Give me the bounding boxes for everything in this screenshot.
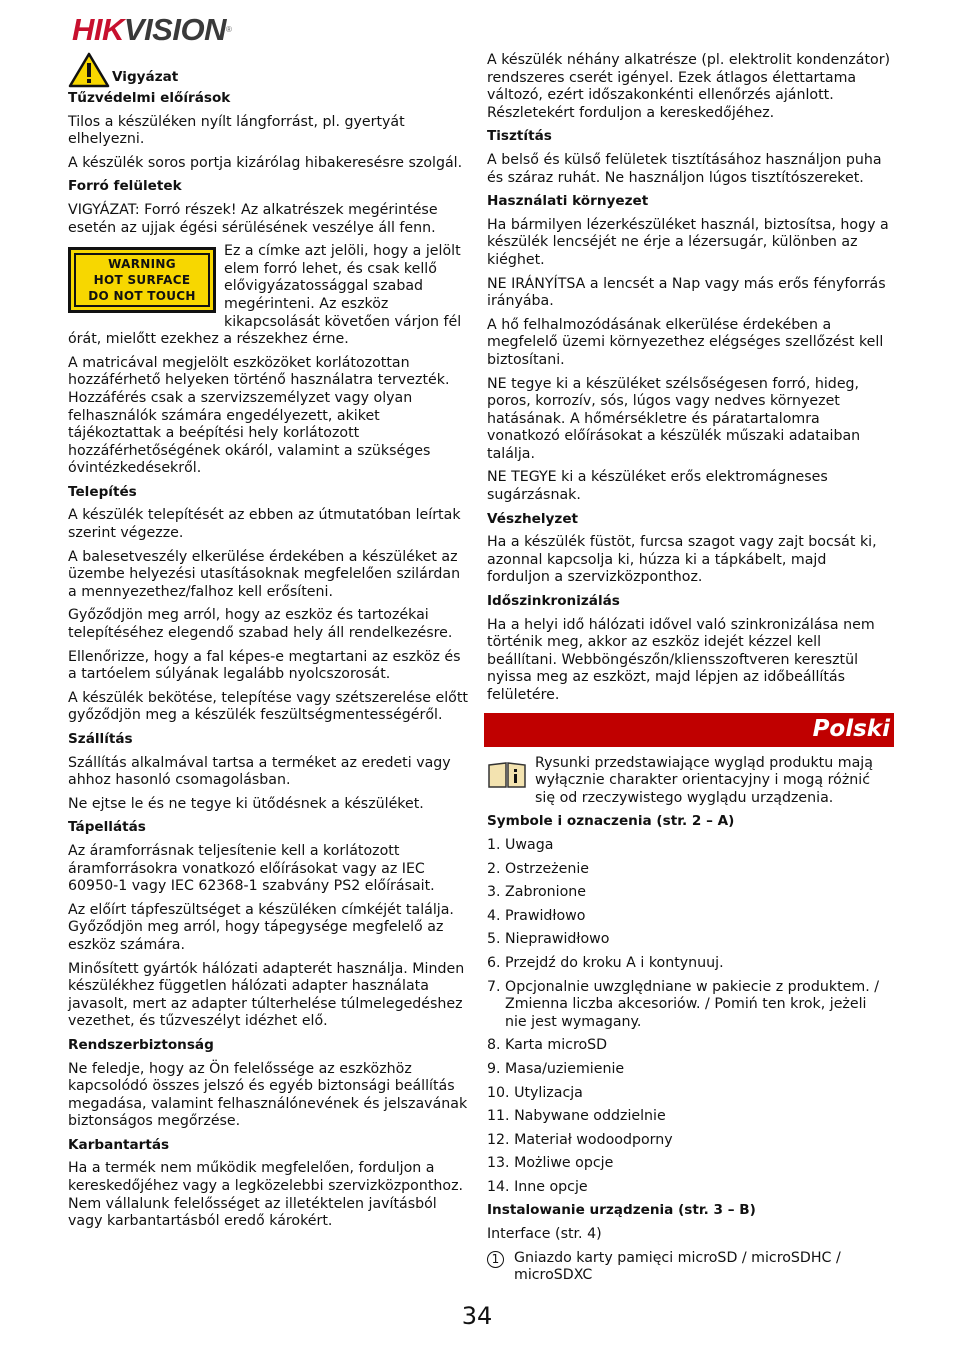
paragraph: Ez a címke azt jelöli, hogy a jelölt elem forró lehet, és csak kellő elővigyázatossággal szabad megérinteni. Az eszköz kikapcsolását követően várjon fél órát, mielőtt ezekhez a részekhez érne. xyxy=(68,243,462,348)
right-column xyxy=(487,52,891,1285)
interface-item-text: Gniazdo karty pamięci microSD / microSDHC / microSDXC xyxy=(514,1249,841,1284)
paragraph: A készülék bekötése, telepítése vagy szétszerelése előtt győződjön meg a készülék feszültségmentességéről. xyxy=(68,689,468,724)
power-heading: Tápellátás xyxy=(68,819,146,836)
paragraph: NE TEGYE ki a készüléket erős elektromágneses sugárzásnak. xyxy=(487,469,828,504)
label-line: HOT SURFACE xyxy=(93,273,191,288)
install-heading: Telepítés xyxy=(68,483,137,500)
paragraph: Ha a helyi idő hálózati idővel való szinkronizálása nem történik meg, akkor az eszköz idejét kézzel kell beállítani. Webböngészőn/kliensszoftveren keresztül nyissa meg az eszközt, majd lépjen az időbeállítás felületére. xyxy=(487,616,875,703)
paragraph: Ne feledje, hogy az Ön felelőssége az eszközhöz kapcsolódó összes jelszó és egyéb biztonsági beállítás megadása, valamint felhasználónevének és jelszavának biztonságos megőrzése. xyxy=(68,1060,468,1130)
caution-title: Vigyázat xyxy=(112,69,179,86)
list-item: 7. Opcjonalnie uwzględniane w pakiecie z produktem. / Zmienna liczba akcesoriów. / Pomiń ten krok, jeżeli nie jest wymagany. xyxy=(487,978,879,1030)
label-line: DO NOT TOUCH xyxy=(88,289,196,304)
paragraph: Ellenőrizze, hogy a fal képes-e megtartani az eszköz és a tartóelem súlyának legalább nyolcszorosát. xyxy=(68,648,461,683)
paragraph: A balesetveszély elkerülése érdekében a készüléket az üzembe helyezési utasításoknak megfelelően szilárdan a mennyezethez/falhoz kell erősíteni. xyxy=(68,548,461,600)
list-item: 4. Prawidłowo xyxy=(487,907,586,924)
paragraph: A készülék néhány alkatrésze (pl. elektrolit kondenzátor) rendszeres cserét igényel. Ezek átlagos élettartama változó, ezért időszakonkénti ellenőrzés ajánlott. Részletekért forduljon a kereskedőjéhez. xyxy=(487,52,891,121)
note-block xyxy=(487,755,891,808)
circled-number: 1 xyxy=(487,1251,504,1268)
paragraph: Az előírt tápfeszültséget a készüléken címkéjét találja. Győződjön meg arról, hogy tápegysége megfelelő az eszköz számára. xyxy=(68,901,454,953)
list-item: 5. Nieprawidłowo xyxy=(487,931,610,948)
label-line: WARNING xyxy=(108,257,176,272)
paragraph: Interface (str. 4) xyxy=(487,1226,602,1243)
list-item: 10. Utylizacja xyxy=(487,1084,583,1101)
emergency-heading: Vészhelyzet xyxy=(487,510,579,527)
maintenance-heading: Karbantartás xyxy=(68,1136,170,1153)
list-item: 14. Inne opcje xyxy=(487,1178,588,1195)
list-item: 6. Przejdź do kroku A i kontynuuj. xyxy=(487,954,724,971)
info-book-icon xyxy=(487,761,527,789)
paragraph: Győződjön meg arról, hogy az eszköz és tartozékai telepítéséhez elegendő szabad hely áll rendelkezésre. xyxy=(68,607,453,642)
paragraph: NE tegye ki a készüléket szélsőségesen forró, hideg, poros, korrozív, sós, lúgos vagy nedves környezet hatásának. A hőmérsékletre és páratartalomra vonatkozó előírásokat a készülék műszaki adataiban találja. xyxy=(487,375,861,462)
transport-heading: Szállítás xyxy=(68,731,133,747)
paragraph: NE IRÁNYÍTSA a lencsét a Nap vagy más erős fényforrás irányába. xyxy=(487,275,886,310)
paragraph: Tilos a készüléken nyílt lángforrást, pl. gyertyát elhelyezni. xyxy=(68,113,405,148)
note-text: Rysunki przedstawiające wygląd produktu mają wyłącznie charakter orientacyjny i mogą różnić się od rzeczywistego wyglądu urządzenia. xyxy=(535,754,873,806)
warning-triangle-icon xyxy=(68,52,110,88)
list-item: 13. Możliwe opcje xyxy=(487,1155,614,1172)
list-item: 8. Karta microSD xyxy=(487,1037,608,1054)
paragraph: Ne ejtse le és ne tegye ki ütődésnek a készüléket. xyxy=(68,795,424,812)
list-item: 12. Materiał wodoodporny xyxy=(487,1131,673,1148)
time-sync-heading: Időszinkronizálás xyxy=(487,593,620,610)
caution-heading xyxy=(68,52,468,88)
paragraph: A matricával megjelölt eszközöket korlátozottan hozzáférhető helyeken történő használatra tervezték. Hozzáférés csak a szervizszemélyzet vagy olyan felhasználók számára engedélyezett, akiket tájékoztattak a beépítési hely korlátozott hozzáférhetőségének okáról, valamint a szükséges óvintézkedésekről. xyxy=(68,354,450,477)
paragraph: Minősített gyártók hálózati adapterét használja. Minden készülékhez független hálózati adapter használata javasolt, mert az adapter túlterhelése túlmelegedéshez vezethet, és tűzveszélyt idézhet elő. xyxy=(68,960,465,1030)
symbols-list xyxy=(487,837,891,1197)
hikvision-logo: HIKVISION® xyxy=(72,12,232,47)
list-item: 3. Zabronione xyxy=(487,884,587,901)
paragraph: A készülék telepítését az ebben az útmutatóban leírtak szerint végezze. xyxy=(68,507,461,542)
hot-surface-warning-label xyxy=(68,247,216,313)
language-section-banner xyxy=(484,713,894,747)
fire-heading: Tűzvédelmi előírások xyxy=(68,90,231,106)
paragraph: VIGYÁZAT: Forró részek! Az alkatrészek megérintése esetén az ujjak égési sérülésének veszélye áll fenn. xyxy=(68,201,438,236)
symbols-heading: Symbole i oznaczenia (str. 2 – A) xyxy=(487,813,735,830)
list-item: 1. Uwaga xyxy=(487,836,554,853)
list-item: 2. Ostrzeżenie xyxy=(487,860,590,877)
paragraph: Ha a termék nem működik megfelelően, forduljon a kereskedőjéhez vagy a legközelebbi szervizközponthoz. Nem vállalunk felelősséget az illetéktelen javításból vagy karbantartásból eredő károkért. xyxy=(68,1160,464,1230)
list-item: 9. Masa/uziemienie xyxy=(487,1060,625,1077)
left-column xyxy=(68,52,468,1237)
interface-item xyxy=(487,1250,891,1285)
paragraph: A készülék soros portja kizárólag hibakeresésre szolgál. xyxy=(68,154,463,171)
paragraph: Az áramforrásnak teljesítenie kell a korlátozott áramforrásokra vonatkozó előírásokat vagy az IEC 60950-1 vagy IEC 62368-1 szabvány PS2 előírásait. xyxy=(68,842,435,895)
language-title: Polski xyxy=(812,715,890,742)
paragraph: Ha bármilyen lézerkészüléket használ, biztosítsa, hogy a készülék lencséjét ne érje a lézersugár, különben az kiéghet. xyxy=(487,216,889,268)
page-number: 34 xyxy=(461,1302,493,1330)
system-security-heading: Rendszerbiztonság xyxy=(68,1036,214,1053)
environment-heading: Használati környezet xyxy=(487,193,649,210)
list-item: 11. Nabywane oddzielnie xyxy=(487,1108,666,1125)
paragraph: Ha a készülék füstöt, furcsa szagot vagy zajt bocsát ki, azonnal kapcsolja ki, húzza ki a tápkábelt, majd forduljon a szervizközponthoz. xyxy=(487,534,877,586)
cleaning-heading: Tisztítás xyxy=(487,128,552,145)
install-device-heading: Instalowanie urządzenia (str. 3 – B) xyxy=(487,1202,756,1219)
hot-surface-heading: Forró felületek xyxy=(68,178,182,195)
paragraph: A hő felhalmozódásának elkerülése érdekében a megfelelő üzemi környezethez elégséges szellőzést kell biztosítani. xyxy=(487,316,884,368)
paragraph: A belső és külső felületek tisztításához használjon puha és száraz ruhát. Ne használjon lúgos tisztítószereket. xyxy=(487,151,882,186)
paragraph: Szállítás alkalmával tartsa a terméket az eredeti vagy ahhoz hasonló csomagolásban. xyxy=(68,754,451,789)
